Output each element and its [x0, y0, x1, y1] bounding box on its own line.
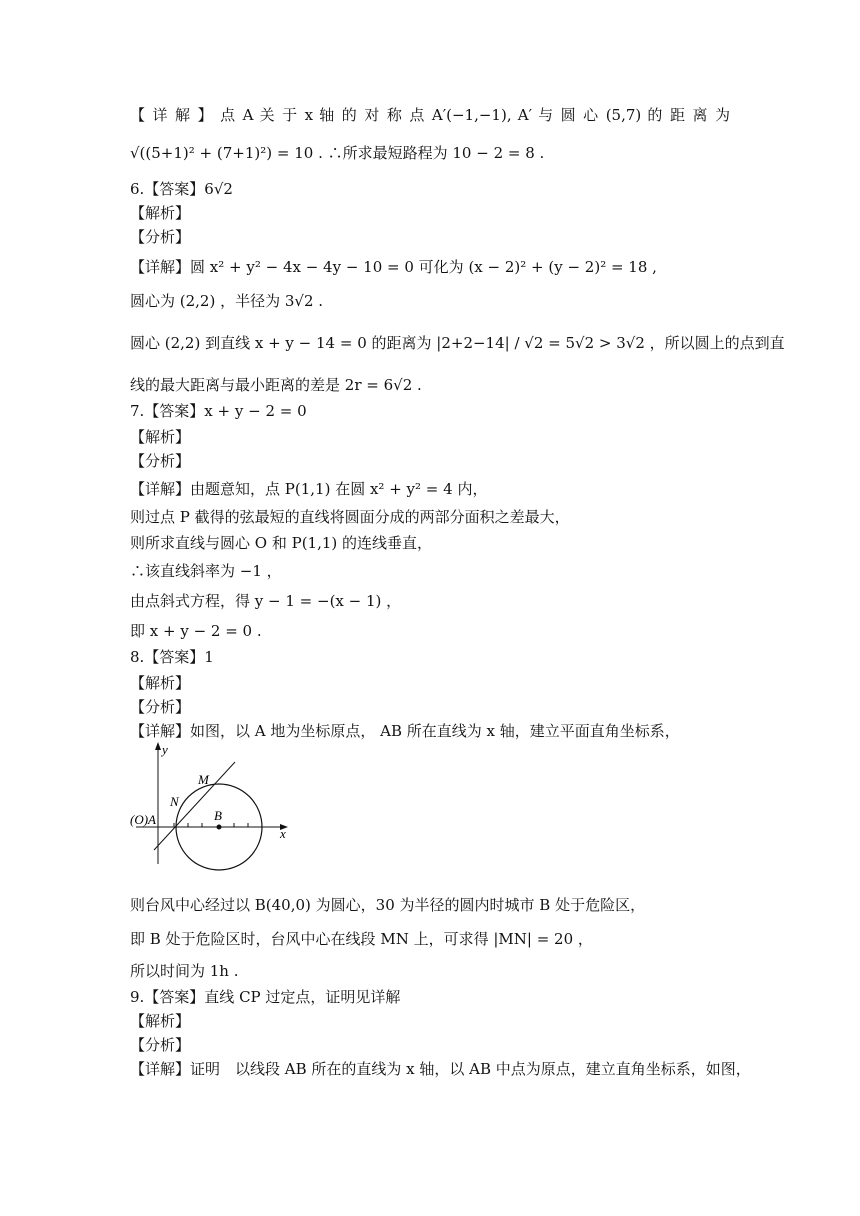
text-line: 线的最大距离与最小距离的差是 2r = 6√2 . [130, 376, 422, 394]
section-jiexi: 【解析】 [130, 428, 191, 446]
text-line: 【详解】由题意知，点 P(1,1) 在圆 x² + y² = 4 内， [130, 480, 488, 498]
y-axis-label: y [162, 742, 168, 757]
section-jiexi: 【解析】 [130, 1012, 191, 1030]
coordinate-figure [130, 742, 300, 872]
section-fenxi: 【分析】 [130, 698, 191, 716]
text-line: 【详解】圆 x² + y² − 4x − 4y − 10 = 0 可化为 (x − 2)² + (y − 2)² = 18 , [130, 258, 657, 276]
section-fenxi: 【分析】 [130, 452, 191, 470]
text-line: 所以时间为 1h . [130, 962, 239, 980]
text-line: 则台风中心经过以 B(40,0) 为圆心，30 为半径的圆内时城市 B 处于危险区， [130, 896, 646, 914]
text-line: √((5+1)² + (7+1)²) = 10 . ∴所求最短路程为 10 − 2 = 8 . [130, 144, 545, 162]
text-line: 圆心为 (2,2) ，半径为 3√2 . [130, 292, 324, 310]
point-n-label: N [170, 794, 179, 809]
origin-label: (O)A [130, 812, 156, 827]
section-fenxi: 【分析】 [130, 228, 191, 246]
text-line: 【 详 解 】 点 A 关 于 x 轴 的 对 称 点 A′(−1,−1), A′ 与 圆 心 (5,7) 的 距 离 为 [130, 106, 730, 124]
section-jiexi: 【解析】 [130, 204, 191, 222]
text-line: ∴该直线斜率为 −1 ， [130, 562, 282, 580]
text-line: 即 B 处于危险区时，台风中心在线段 MN 上，可求得 |MN| = 20 ， [130, 930, 593, 948]
text-line: 圆心 (2,2) 到直线 x + y − 14 = 0 的距离为 |2+2−14| / √2 = 5√2 > 3√2 ，所以圆上的点到直 [130, 334, 785, 352]
point-b-label: B [214, 808, 222, 823]
answer-6: 6.【答案】6√2 [130, 180, 233, 198]
text-line: 【详解】如图，以 A 地为坐标原点， AB 所在直线为 x 轴，建立平面直角坐标系， [130, 722, 680, 740]
text-line: 由点斜式方程，得 y − 1 = −(x − 1) ， [130, 592, 402, 610]
text-line: 则过点 P 截得的弦最短的直线将圆面分成的两部分面积之差最大， [130, 508, 570, 526]
text-line: 【详解】证明 以线段 AB 所在的直线为 x 轴，以 AB 中点为原点，建立直角坐标系，如图， [130, 1060, 751, 1078]
answer-7: 7.【答案】x + y − 2 = 0 [130, 402, 307, 420]
point-m-label: M [198, 772, 209, 787]
section-jiexi: 【解析】 [130, 674, 191, 692]
answer-9: 9.【答案】直线 CP 过定点，证明见详解 [130, 988, 401, 1006]
section-fenxi: 【分析】 [130, 1036, 191, 1054]
text-line: 则所求直线与圆心 O 和 P(1,1) 的连线垂直， [130, 534, 433, 552]
text-line: 即 x + y − 2 = 0 . [130, 622, 262, 640]
answer-8: 8.【答案】1 [130, 648, 214, 666]
x-axis-label: x [280, 826, 286, 841]
